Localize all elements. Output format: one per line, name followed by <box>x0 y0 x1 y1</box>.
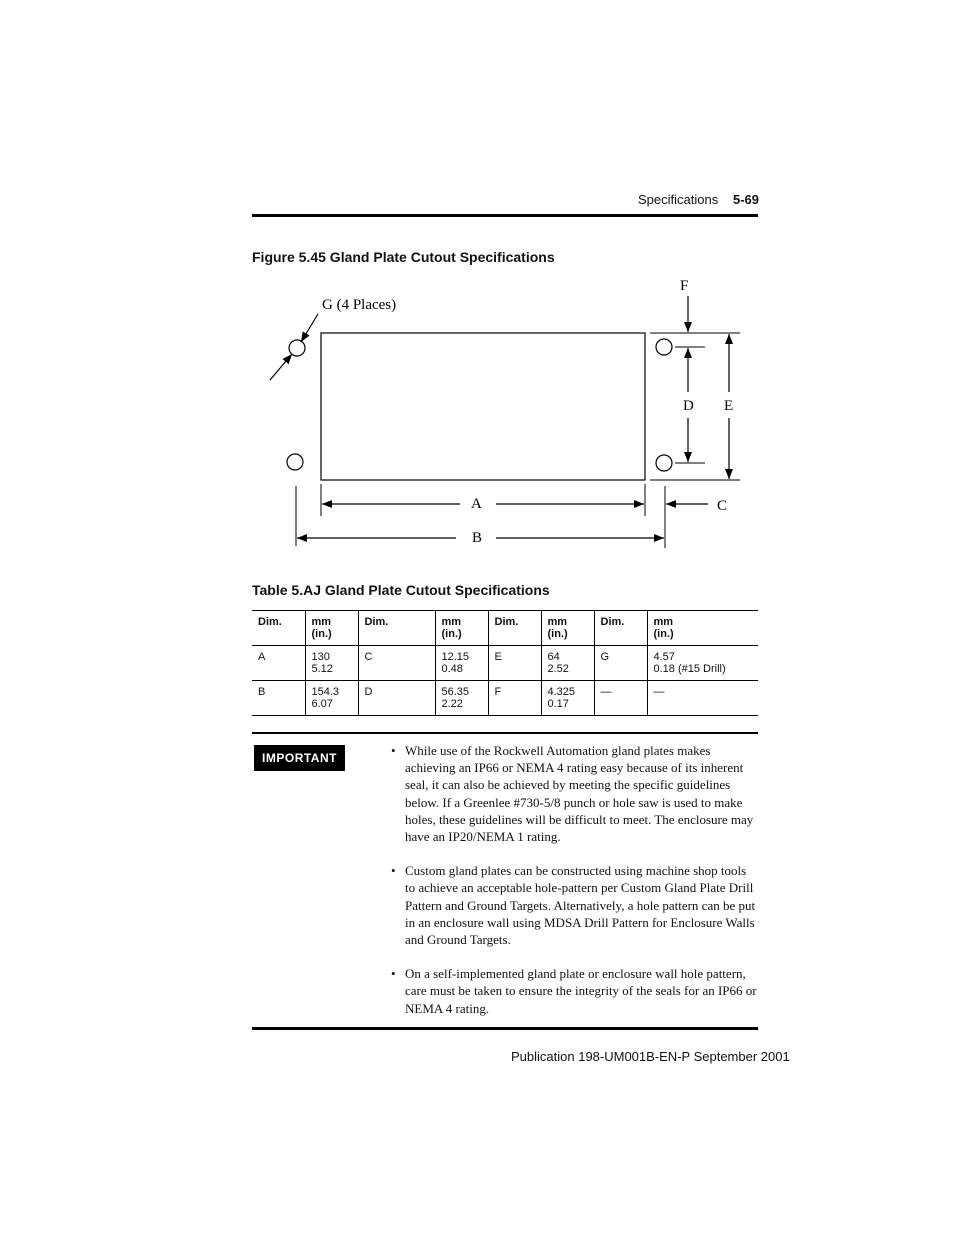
cell-dim: — <box>594 681 647 716</box>
page-number: 5-69 <box>733 192 760 207</box>
g-leader-lower <box>270 354 292 380</box>
cell-dim: A <box>252 646 305 681</box>
bullet-glyph: • <box>391 743 396 758</box>
cell-value: 4.325 0.17 <box>541 681 594 716</box>
list-item <box>391 965 759 1017</box>
label-a: A <box>471 496 482 512</box>
bullet-glyph: • <box>391 863 396 879</box>
note-text: Custom gland plates can be constructed using machine shop tools to achieve an acceptable hole-pattern per Custom Gland Plate Drill Pattern and Ground Targets. Alternatively, a hole pattern can be put in an enclosure wall using MDSA Drill Pattern for Enclosure Walls and Ground Targets. <box>405 863 756 948</box>
header-mm: mm (in.) <box>541 611 594 646</box>
label-e: E <box>724 398 734 414</box>
cell-dim: B <box>252 681 305 716</box>
g-leader-upper <box>301 314 318 342</box>
cell-value: 154.3 6.07 <box>305 681 358 716</box>
header-dim: Dim. <box>358 611 435 646</box>
hole-top-right <box>656 339 672 355</box>
cutout-rectangle <box>321 333 645 480</box>
table-row <box>252 681 758 716</box>
note-text: On a self-implemented gland plate or enclosure wall hole pattern, care must be taken to ensure the integrity of the seals for an IP66 or NEMA 4 rating. <box>405 966 757 1016</box>
list-item <box>391 862 759 948</box>
important-badge: IMPORTANT <box>254 745 345 771</box>
cell-value: 130 5.12 <box>305 646 358 681</box>
cell-value: 4.57 0.18 (#15 Drill) <box>647 646 758 681</box>
header-dim: Dim. <box>488 611 541 646</box>
cell-value: 12.15 0.48 <box>435 646 488 681</box>
hole-bottom-right <box>656 455 672 471</box>
label-d: D <box>683 398 694 414</box>
cell-dim: G <box>594 646 647 681</box>
table-caption: Table 5.AJ Gland Plate Cutout Specifications <box>252 582 550 598</box>
label-c: C <box>717 498 728 514</box>
cutout-spec-table <box>252 610 758 716</box>
running-header-section: Specifications <box>638 192 719 207</box>
cell-dim: D <box>358 681 435 716</box>
label-f: F <box>680 278 689 294</box>
table-row <box>252 646 758 681</box>
label-g: G (4 Places) <box>322 297 397 313</box>
header-mm: mm (in.) <box>647 611 758 646</box>
bullet-glyph: • <box>391 966 396 982</box>
publication-footer: Publication 198-UM001B-EN-P September 2001 <box>511 1049 790 1064</box>
note-text: While use of the Rockwell Automation gland plates makes achieving an IP66 or NEMA 4 rating easy because of its inherent seal, it can also be achieved by meeting the specific guidelines below. If a Greenlee #730-5/8 punch or hole saw is used to make holes, these guidelines will be difficult to meet. The enclosure may have an IP20/NEMA 1 rating. <box>405 743 754 845</box>
cell-value: — <box>647 681 758 716</box>
important-bottom-rule <box>252 1027 758 1030</box>
cell-value: 64 2.52 <box>541 646 594 681</box>
figure-caption: Figure 5.45 Gland Plate Cutout Specifications <box>252 249 555 265</box>
gland-plate-diagram <box>0 0 954 600</box>
label-b: B <box>472 530 483 546</box>
cell-dim: E <box>488 646 541 681</box>
important-notes-list <box>391 742 759 1034</box>
header-dim: Dim. <box>252 611 305 646</box>
header-dim: Dim. <box>594 611 647 646</box>
hole-bottom-left <box>287 454 303 470</box>
cell-dim: C <box>358 646 435 681</box>
header-mm: mm (in.) <box>435 611 488 646</box>
table-header-row <box>252 611 758 646</box>
hole-top-left <box>289 340 305 356</box>
list-item <box>391 742 759 845</box>
cell-dim: F <box>488 681 541 716</box>
header-mm: mm (in.) <box>305 611 358 646</box>
cell-value: 56.35 2.22 <box>435 681 488 716</box>
important-top-rule <box>252 732 758 734</box>
